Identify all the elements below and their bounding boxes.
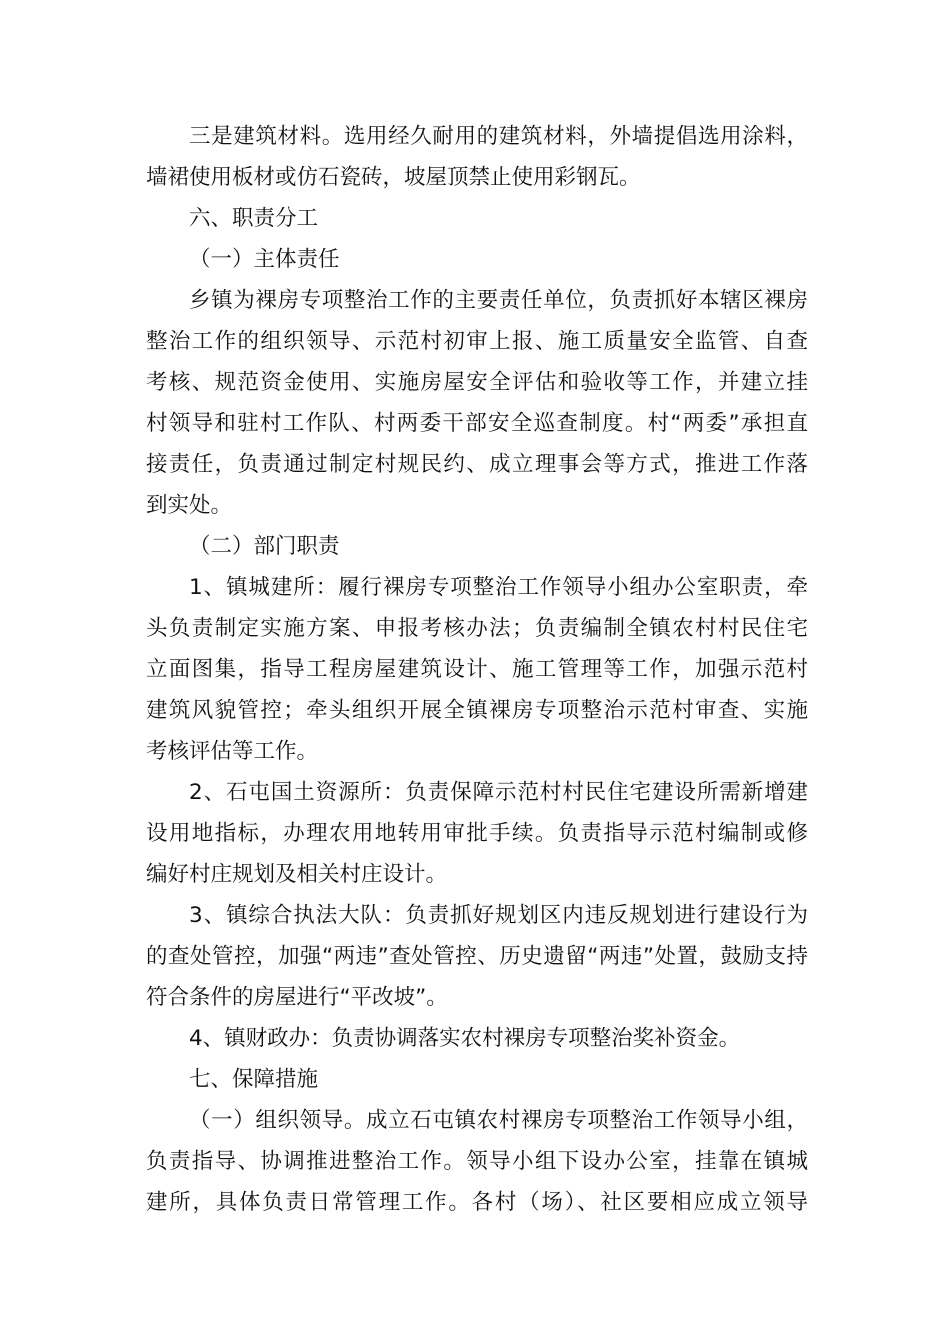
document-body — [146, 116, 808, 1223]
section-heading: 七、保障措施 — [189, 1067, 319, 1092]
text-line: 立面图集，指导工程房屋建筑设计、施工管理等工作，加强示范村 — [146, 657, 808, 682]
text-line: 1、镇城建所：履行裸房专项整治工作领导小组办公室职责，牵 — [189, 575, 808, 600]
text-line: 建所，具体负责日常管理工作。各村（场）、社区要相应成立领导 — [146, 1190, 808, 1215]
text-line: （一）组织领导。成立石屯镇农村裸房专项整治工作领导小组， — [189, 1108, 808, 1133]
text-line: 头负责制定实施方案、申报考核办法；负责编制全镇农村村民住宅 — [146, 616, 808, 641]
text-line: 村领导和驻村工作队、村两委干部安全巡查制度。村“两委”承担直 — [146, 411, 808, 436]
subsection-heading: （一）主体责任 — [189, 247, 340, 272]
text-line: 编好村庄规划及相关村庄设计。 — [146, 862, 448, 887]
text-line: 设用地指标，办理农用地转用审批手续。负责指导示范村编制或修 — [146, 821, 808, 846]
text-line: 到实处。 — [146, 493, 233, 518]
text-line: 符合条件的房屋进行“平改坡”。 — [146, 985, 448, 1010]
text-line: 建筑风貌管控；牵头组织开展全镇裸房专项整治示范村审查、实施 — [146, 698, 808, 723]
text-line: 负责指导、协调推进整治工作。领导小组下设办公室，挂靠在镇城 — [146, 1149, 808, 1174]
text-line: 考核、规范资金使用、实施房屋安全评估和验收等工作，并建立挂 — [146, 370, 808, 395]
text-line: 的查处管控，加强“两违”查处管控、历史遗留“两违”处置，鼓励支持 — [146, 944, 808, 969]
text-line: 3、镇综合执法大队：负责抓好规划区内违反规划进行建设行为 — [189, 903, 808, 928]
text-line: 4、镇财政办：负责协调落实农村裸房专项整治奖补资金。 — [189, 1026, 741, 1051]
text-line: 墙裙使用板材或仿石瓷砖，坡屋顶禁止使用彩钢瓦。 — [146, 165, 641, 190]
section-heading: 六、职责分工 — [189, 206, 319, 231]
text-line: 2、石屯国土资源所：负责保障示范村村民住宅建设所需新增建 — [189, 780, 808, 805]
subsection-heading: （二）部门职责 — [189, 534, 340, 559]
text-line: 三是建筑材料。选用经久耐用的建筑材料，外墙提倡选用涂料， — [189, 124, 808, 149]
text-line: 整治工作的组织领导、示范村初审上报、施工质量安全监管、自查 — [146, 329, 808, 354]
text-line: 乡镇为裸房专项整治工作的主要责任单位，负责抓好本辖区裸房 — [189, 288, 808, 313]
text-line: 考核评估等工作。 — [146, 739, 319, 764]
text-line: 接责任，负责通过制定村规民约、成立理事会等方式，推进工作落 — [146, 452, 808, 477]
